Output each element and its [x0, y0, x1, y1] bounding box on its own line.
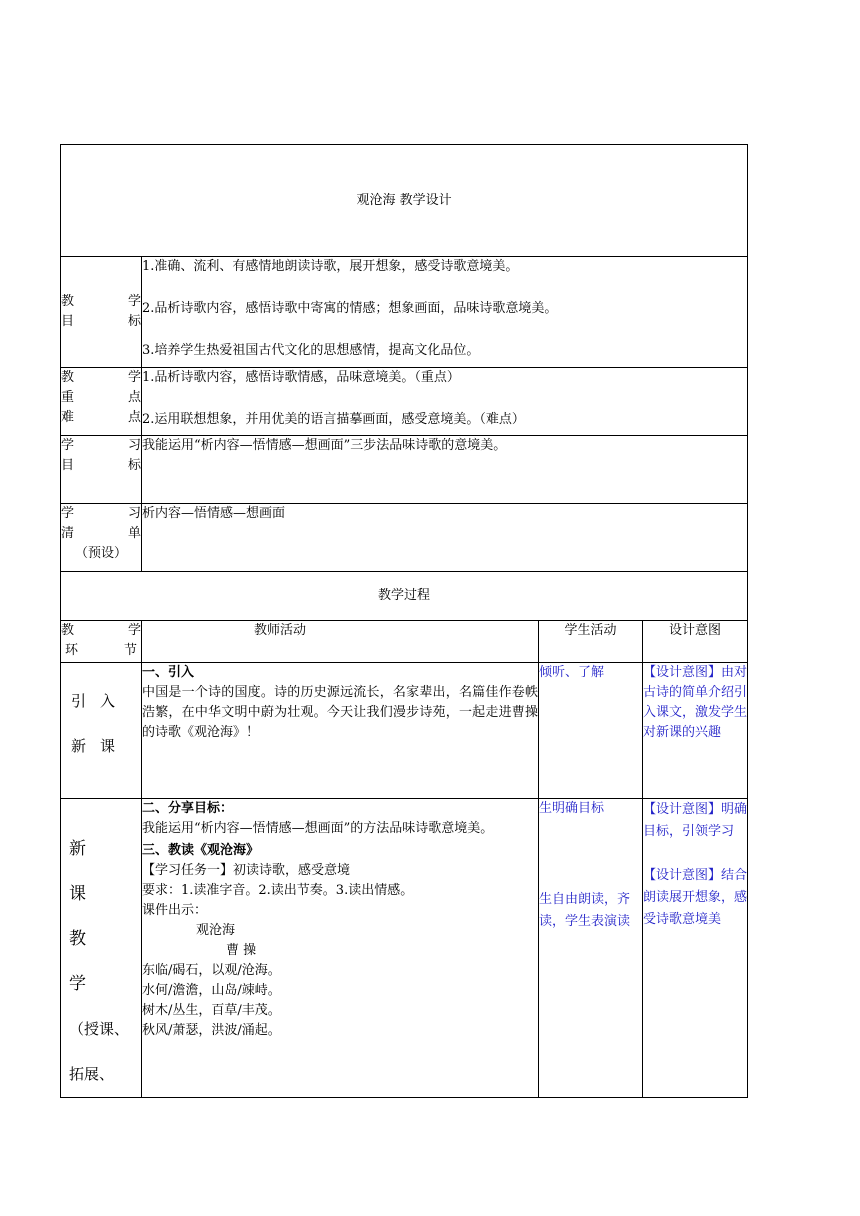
design-intent-new-lesson: [643, 799, 748, 1098]
lesson-plan-table: [60, 144, 748, 1098]
requirements-text: 要求：1.读准字音。2.读出节奏。3.读出情感。: [142, 883, 414, 898]
key-point-item: 1.品析诗歌内容，感悟诗歌情感，品味意境美。（重点）: [142, 370, 460, 385]
objective-item: 1.准确、流利、有感情地朗读诗歌，展开想象，感受诗歌意境美。: [142, 259, 519, 274]
design-intent-item: 【设计意图】明确目标，引领学习: [643, 802, 748, 839]
intro-text: 中国是一个诗的国度。诗的历史源远流长，名家辈出，名篇佳作卷帙浩繁，在中华文明中蔚为壮观。今天让我们漫步诗苑，一起走进曹操的诗歌《观沧海》！: [142, 685, 538, 740]
courseware-text: 课件出示：: [142, 903, 208, 918]
objectives-content: [142, 257, 748, 368]
header-intent: 设计意图: [643, 621, 748, 663]
section-heading: 三、教读《观沧海》: [142, 843, 260, 858]
task-text: 【学习任务一】初读诗歌，感受意境: [142, 863, 351, 878]
poem-line: 秋风/萧瑟，洪波/涌起。: [142, 1023, 281, 1038]
key-point-item: 2.运用联想想象，并用优美的语言描摹画面，感受意境美。（难点）: [142, 412, 525, 427]
header-stage: 教 学 环 节: [61, 621, 142, 663]
goal-text: 我能运用“析内容—悟情感—想画面”的方法品味诗歌意境美。: [142, 821, 494, 836]
stage-new-lesson: 新 课 教 学 （授课、 拓展、: [61, 799, 142, 1098]
header-student: 学生活动: [539, 621, 643, 663]
poem-author: 曹 操: [226, 943, 257, 958]
stage-intro: 引 入 新 课: [61, 663, 142, 799]
objectives-label: 教 学 目 标: [61, 257, 142, 368]
design-intent-item: 【设计意图】结合朗读展开想象，感受诗歌意境美: [643, 868, 748, 927]
key-points-label: 教 学 重 点 难 点: [61, 368, 142, 436]
objective-item: 2.品析诗歌内容，感悟诗歌中寄寓的情感；想象画面，品味诗歌意境美。: [142, 301, 558, 316]
student-activity-item: 生自由朗读，齐读，学生表演读: [539, 892, 631, 929]
section-heading: 二、分享目标：: [142, 801, 234, 816]
poem-line: 水何/澹澹，山岛/竦峙。: [142, 983, 281, 998]
key-points-content: [142, 368, 748, 436]
poem-title: 观沧海: [196, 923, 236, 938]
checklist-content: 析内容—悟情感—想画面: [142, 504, 748, 572]
objective-item: 3.培养学生热爱祖国古代文化的思想感情，提高文化品位。: [142, 343, 480, 358]
doc-title: 观沧海 教学设计: [61, 145, 748, 257]
design-intent-intro: 【设计意图】由对古诗的简单介绍引入课文，激发学生对新课的兴趣: [643, 663, 748, 799]
student-activity-new-lesson: [539, 799, 643, 1098]
checklist-label: 学 习 清 单 （预设）: [61, 504, 142, 572]
student-activity-item: 生明确目标: [539, 801, 605, 816]
process-title: 教学过程: [61, 572, 748, 621]
poem-line: 东临/碣石，以观/沧海。: [142, 963, 281, 978]
learning-goal-label: 学 习 目 标: [61, 436, 142, 504]
header-teacher: 教师活动: [142, 621, 539, 663]
student-activity-intro: 倾听、了解: [539, 663, 643, 799]
section-heading: 一、引入: [142, 665, 195, 680]
poem-line: 树木/丛生，百草/丰茂。: [142, 1003, 281, 1018]
learning-goal-content: 我能运用“析内容—悟情感—想画面”三步法品味诗歌的意境美。: [142, 436, 748, 504]
teacher-activity-new-lesson: [142, 799, 539, 1098]
teacher-activity-intro: [142, 663, 539, 799]
